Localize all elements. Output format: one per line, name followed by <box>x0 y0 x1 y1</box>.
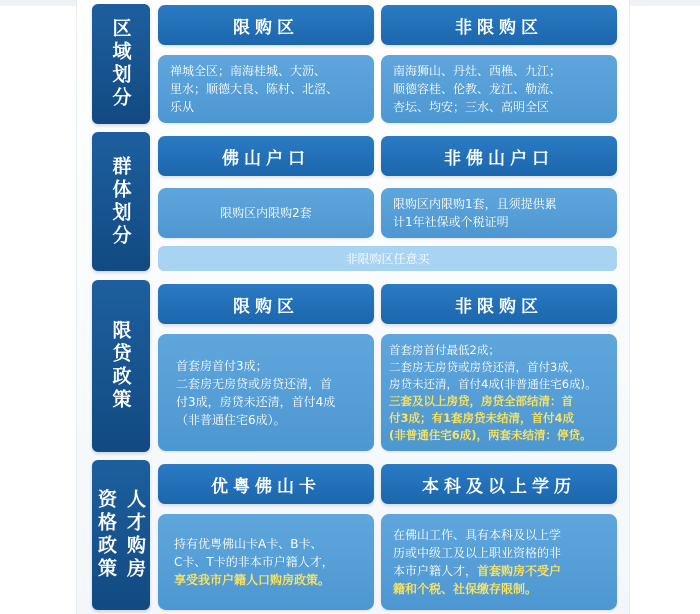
unrestricted-zone-loan-rules <box>381 334 617 451</box>
highlight-line: (非普通住宅6成)，两套未结清：停贷。 <box>389 427 592 442</box>
body-line: 里水；顺德大良、陈村、北滘、 <box>170 82 339 96</box>
body-line: 顺德容桂、伦教、龙江、勒流、 <box>393 82 562 96</box>
header-unrestricted-zone-loan: 非限购区 <box>381 284 617 324</box>
category-loan-policy <box>92 280 150 452</box>
body-line <box>393 562 561 580</box>
highlight-line: 三套及以上房贷，房贷全部结清：首 <box>389 393 573 408</box>
category-label-col2: 资格政策 <box>95 489 117 581</box>
foshan-hukou-rule <box>158 188 374 238</box>
category-region <box>92 4 150 124</box>
highlight-line: 籍和个税、社保缴存限制。 <box>393 582 538 596</box>
non-foshan-hukou-rule <box>381 188 617 238</box>
body-line: 南海狮山、丹灶、西樵、九江； <box>393 64 562 78</box>
bachelor-degree-rule <box>381 514 617 610</box>
header-unrestricted-zone: 非限购区 <box>381 5 617 45</box>
restricted-zone-areas <box>158 55 374 123</box>
category-talent-housing <box>92 460 150 610</box>
header-restricted-zone: 限购区 <box>158 5 374 45</box>
highlight-line: 享受我市户籍人口购房政策。 <box>174 573 331 587</box>
talent-card-rule <box>158 514 374 610</box>
body-line: 持有优粤佛山卡A卡、B卡、 <box>174 537 323 551</box>
header-foshan-hukou: 佛山户口 <box>158 136 374 176</box>
body-line: 乐从 <box>170 100 195 114</box>
body-line: 付3成，房贷未还清，首付4成 <box>176 394 336 409</box>
category-label: 区域划分 <box>109 18 132 110</box>
highlight-text: 首套购房不受户 <box>477 564 562 578</box>
body-line: 杏坛、均安；三水、高明全区 <box>393 100 550 114</box>
body-line: 二套房无房贷或房贷还清，首付3成， <box>389 359 581 374</box>
body-text: 本市户籍人才， <box>393 564 478 578</box>
header-restricted-zone-loan: 限购区 <box>158 284 374 324</box>
body-line: 在佛山工作、具有本科及以上学 <box>393 528 562 542</box>
body-line: 历或中级工及以上职业资格的非 <box>393 546 562 560</box>
body-line: 禅城全区；南海桂城、大沥、 <box>170 64 327 78</box>
restricted-zone-loan-rules <box>158 334 374 451</box>
unrestricted-zone-areas <box>381 55 617 123</box>
header-talent-card: 优粤佛山卡 <box>158 464 374 504</box>
body-line: 首套房首付最低2成； <box>389 342 500 357</box>
category-label-col1: 人才购房 <box>124 489 146 581</box>
body-line: 限购区内限购1套，且须提供累 <box>393 197 557 211</box>
body-line: 房贷未还清，首付4成(非普通住宅6成)。 <box>389 376 597 391</box>
category-label: 群体划分 <box>109 155 132 248</box>
body-line: 限购区内限购2套 <box>220 206 312 220</box>
body-line: 计1年社保或个税证明 <box>393 215 509 229</box>
body-line: 首套房首付3成； <box>176 358 268 373</box>
category-label: 限贷政策 <box>109 320 132 412</box>
header-non-foshan-hukou: 非佛山户口 <box>381 136 617 176</box>
unrestricted-zone-note: 非限购区任意买 <box>158 246 617 271</box>
body-line: 二套房无房贷或房贷还清，首 <box>176 376 333 391</box>
body-line: C卡、T卡的非本市户籍人才， <box>174 555 334 569</box>
body-line: （非普通住宅6成）。 <box>176 412 286 427</box>
category-group <box>92 132 150 271</box>
header-bachelor-degree: 本科及以上学历 <box>381 464 617 504</box>
highlight-line: 付3成；有1套房贷未结清，首付4成 <box>389 410 575 425</box>
